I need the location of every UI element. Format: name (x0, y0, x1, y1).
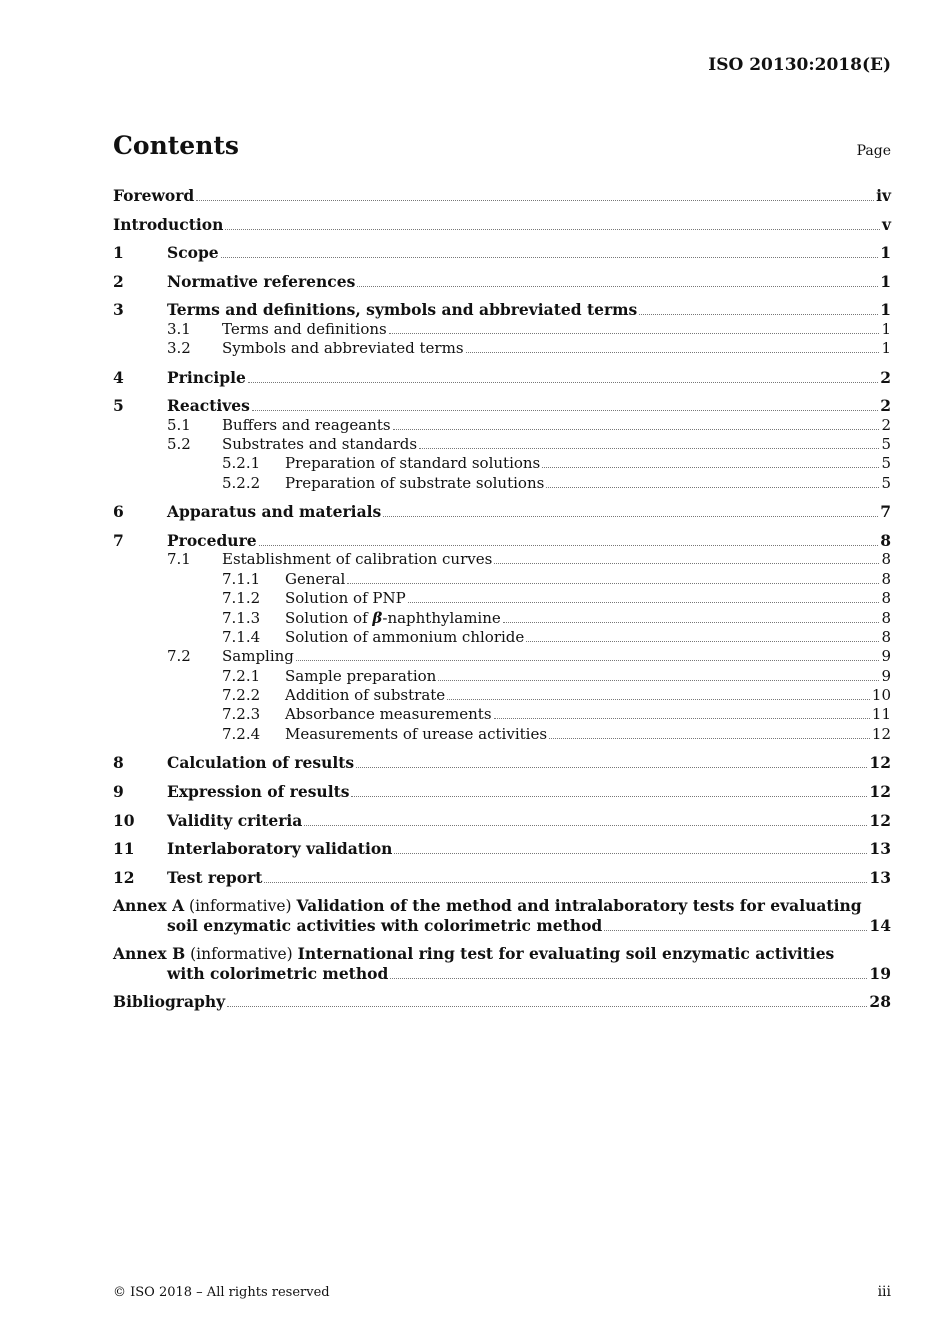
toc-entry-number: 3 (113, 300, 124, 320)
toc-entry-title (285, 609, 501, 628)
toc-entry-number: 7.2.4 (222, 724, 261, 743)
toc-entry-number: 7.1.4 (222, 627, 261, 646)
toc-entry-title: Solution of ammonium chloride (285, 627, 525, 646)
dot-leader (227, 1006, 867, 1007)
dot-leader (393, 429, 880, 430)
toc-entry[interactable] (113, 839, 891, 858)
toc-entry-page: 1 (881, 319, 891, 338)
toc-entry-number: 7.1.3 (222, 608, 261, 627)
toc-entry-title: Foreword (113, 186, 195, 205)
toc-entry-number: 2 (113, 271, 124, 291)
toc-entry-number: 5.2.1 (222, 454, 261, 473)
dot-leader (542, 467, 879, 468)
dot-leader (546, 487, 879, 488)
toc-entry[interactable] (113, 647, 891, 666)
toc-entry-title: Absorbance measurements (285, 705, 492, 724)
toc-entry-page: 9 (881, 666, 891, 685)
toc-entry-title: Bibliography (113, 992, 226, 1012)
table-of-contents (113, 186, 891, 1012)
toc-entry[interactable] (113, 531, 891, 550)
dot-leader (394, 853, 867, 854)
toc-entry-title-prefix: Solution of (285, 608, 373, 627)
toc-entry[interactable] (113, 753, 891, 772)
toc-entry-number: 7.2.2 (222, 686, 261, 705)
toc-entry-page: 8 (881, 550, 891, 569)
annex-note: (informative) (189, 897, 292, 916)
toc-entry-title: Scope (167, 243, 219, 263)
toc-entry-page: 1 (880, 243, 891, 263)
toc-entry-page: 1 (881, 339, 891, 358)
dot-leader (347, 583, 879, 584)
dot-leader (466, 352, 880, 353)
toc-entry-number: 5.2 (167, 435, 191, 454)
toc-entry-page: 14 (869, 915, 891, 935)
toc-entry[interactable] (113, 502, 891, 521)
toc-entry-page: 10 (871, 686, 891, 705)
toc-entry-page: 28 (869, 992, 891, 1012)
dot-leader (438, 680, 879, 681)
toc-entry-number: 5 (113, 396, 124, 416)
toc-entry[interactable] (113, 550, 891, 569)
annex-title: International ring test for evaluating soil enzymatic activities (297, 944, 835, 964)
toc-entry-page: 13 (869, 839, 891, 859)
document-id: ISO 20130:2018(E) (708, 55, 891, 75)
toc-entry-number: 7.1.2 (222, 589, 261, 608)
annex-label: Annex A (113, 896, 185, 916)
dot-leader (225, 229, 880, 230)
toc-entry-number: 7.2 (167, 647, 191, 666)
dot-leader (196, 200, 874, 201)
dot-leader (526, 641, 879, 642)
toc-entry-number: 7.2.3 (222, 705, 261, 724)
toc-entry-number: 10 (113, 810, 135, 830)
toc-entry-number: 7 (113, 530, 124, 550)
annex-title-line1 (113, 896, 891, 915)
toc-entry[interactable] (113, 435, 891, 454)
toc-entry-title: Terms and definitions (222, 319, 387, 338)
toc-entry-page: 5 (881, 435, 891, 454)
toc-entry-title: Apparatus and materials (167, 502, 382, 522)
annex-title-continued: soil enzymatic activities with colorimetric method (167, 915, 603, 935)
toc-entry-title: Addition of substrate (285, 686, 446, 705)
toc-entry-page: 12 (869, 810, 891, 830)
toc-entry[interactable] (113, 339, 891, 358)
dot-leader (604, 930, 867, 931)
annex-label: Annex B (113, 944, 186, 964)
toc-entry-title: Sampling (222, 647, 294, 666)
toc-entry[interactable] (113, 243, 891, 262)
toc-entry[interactable] (113, 782, 891, 801)
toc-entry-page: 1 (880, 271, 891, 291)
toc-entry[interactable] (113, 300, 891, 319)
dot-leader (259, 545, 879, 546)
dot-leader (356, 767, 867, 768)
toc-entry-number: 7.2.1 (222, 666, 261, 685)
toc-entry[interactable] (113, 272, 891, 291)
toc-entry-title: Symbols and abbreviated terms (222, 339, 464, 358)
toc-entry-page: 12 (869, 782, 891, 802)
beta-symbol: β (372, 608, 383, 627)
annex-title-line2 (113, 916, 891, 935)
toc-entry-number: 9 (113, 782, 124, 802)
toc-entry-page: 8 (880, 530, 891, 550)
toc-entry[interactable] (113, 454, 891, 473)
toc-entry[interactable] (113, 868, 891, 887)
toc-entry-title: Substrates and standards (222, 435, 418, 454)
toc-entry-title: Reactives (167, 396, 250, 416)
toc-entry-title: Procedure (167, 530, 257, 550)
page-column-label: Page (856, 143, 891, 159)
footer-page-number: iii (877, 1284, 891, 1300)
toc-entry-page: 8 (881, 627, 891, 646)
toc-entry-title: Sample preparation (285, 666, 437, 685)
dot-leader (549, 738, 870, 739)
dot-leader (408, 602, 880, 603)
toc-entry-page: 2 (880, 396, 891, 416)
toc-entry-title: Buffers and reageants (222, 415, 391, 434)
annex-title-line2 (113, 964, 891, 983)
toc-entry-annex[interactable] (113, 896, 891, 935)
toc-entry[interactable] (113, 628, 891, 647)
toc-entry[interactable] (113, 609, 891, 628)
toc-entry-number: 3.2 (167, 339, 191, 358)
dot-leader (390, 978, 867, 979)
dot-leader (383, 516, 878, 517)
toc-entry-title: Test report (167, 867, 263, 887)
dot-leader (494, 563, 879, 564)
toc-entry-page: 12 (869, 753, 891, 773)
dot-leader (447, 699, 870, 700)
toc-entry-title: Measurements of urease activities (285, 724, 548, 743)
toc-entry-title: General (285, 569, 346, 588)
dot-leader (357, 286, 878, 287)
dot-leader (389, 333, 880, 334)
toc-entry-title-suffix: -naphthylamine (382, 608, 501, 627)
toc-entry-title: Preparation of standard solutions (285, 454, 541, 473)
toc-entry[interactable] (113, 320, 891, 339)
toc-entry-number: 7.1.1 (222, 569, 261, 588)
toc-entry[interactable] (113, 570, 891, 589)
dot-leader (639, 314, 878, 315)
toc-entry[interactable] (113, 368, 891, 387)
dot-leader (248, 382, 878, 383)
toc-entry-page: 19 (869, 963, 891, 983)
toc-entry-page: 7 (880, 502, 891, 522)
dot-leader (252, 410, 878, 411)
toc-entry[interactable] (113, 396, 891, 415)
dot-leader (351, 796, 867, 797)
dot-leader (503, 622, 880, 623)
toc-entry-title: Interlaboratory validation (167, 839, 393, 859)
toc-entry-title: Calculation of results (167, 753, 355, 773)
toc-entry[interactable] (113, 667, 891, 686)
toc-entry[interactable] (113, 686, 891, 705)
toc-entry-page: 8 (881, 589, 891, 608)
toc-entry-title: Solution of PNP (285, 589, 406, 608)
footer-copyright: © ISO 2018 – All rights reserved (113, 1285, 330, 1300)
toc-entry-number: 5.1 (167, 415, 191, 434)
toc-entry-number: 3.1 (167, 319, 191, 338)
toc-entry[interactable] (113, 725, 891, 744)
toc-entry-page: 11 (871, 705, 891, 724)
toc-entry-number: 8 (113, 753, 124, 773)
toc-entry-number: 5.2.2 (222, 473, 261, 492)
toc-entry-title: Preparation of substrate solutions (285, 473, 545, 492)
toc-entry-page: iv (876, 186, 891, 205)
dot-leader (419, 448, 879, 449)
toc-entry-title: Normative references (167, 271, 356, 291)
toc-entry-title: Expression of results (167, 782, 350, 802)
toc-entry[interactable] (113, 811, 891, 830)
annex-note: (informative) (190, 945, 293, 964)
toc-entry-page: 12 (871, 724, 891, 743)
annex-title-continued: with colorimetric method (167, 963, 389, 983)
toc-entry[interactable] (113, 474, 891, 493)
annex-title: Validation of the method and intralaboratory tests for evaluating (296, 896, 862, 916)
toc-entry-page: 2 (881, 415, 891, 434)
toc-entry-number: 7.1 (167, 550, 191, 569)
toc-entry-number: 12 (113, 867, 135, 887)
toc-entry-page: 8 (881, 608, 891, 627)
toc-entry-annex[interactable] (113, 944, 891, 983)
dot-leader (264, 882, 867, 883)
toc-entry[interactable] (113, 705, 891, 724)
toc-entry-page: 8 (881, 569, 891, 588)
toc-entry-title: Principle (167, 367, 246, 387)
toc-entry-number: 1 (113, 243, 124, 263)
dot-leader (304, 825, 867, 826)
toc-entry[interactable] (113, 215, 891, 234)
dot-leader (494, 718, 870, 719)
toc-entry-page: 5 (881, 454, 891, 473)
toc-entry-number: 4 (113, 367, 124, 387)
toc-entry-number: 11 (113, 839, 135, 859)
toc-entry[interactable] (113, 186, 891, 205)
toc-entry-number: 6 (113, 502, 124, 522)
dot-leader (296, 660, 880, 661)
contents-title: Contents (113, 131, 240, 160)
dot-leader (221, 257, 879, 258)
toc-entry-page: 13 (869, 867, 891, 887)
toc-entry-title: Terms and definitions, symbols and abbreviated terms (167, 300, 638, 320)
toc-entry-title: Establishment of calibration curves (222, 550, 493, 569)
toc-entry-page: 1 (880, 300, 891, 320)
toc-entry-page: 9 (881, 647, 891, 666)
toc-entry-title: Validity criteria (167, 810, 303, 830)
annex-title-line1 (113, 944, 891, 963)
toc-entry[interactable] (113, 589, 891, 608)
toc-entry-page: 5 (881, 473, 891, 492)
toc-entry-bibliography[interactable] (113, 992, 891, 1011)
toc-entry-page: v (881, 214, 891, 234)
toc-entry-title: Introduction (113, 214, 224, 234)
toc-entry[interactable] (113, 416, 891, 435)
toc-entry-page: 2 (880, 367, 891, 387)
